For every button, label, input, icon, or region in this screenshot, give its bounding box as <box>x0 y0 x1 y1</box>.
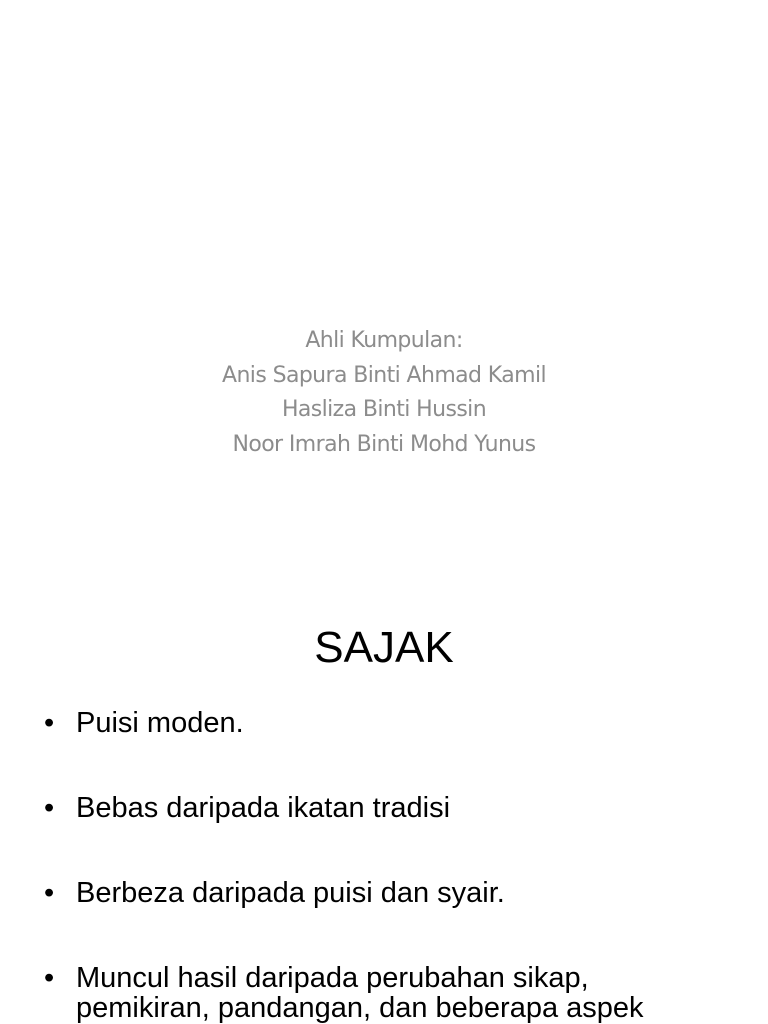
bullet-text: Muncul hasil daripada perubahan sikap, pemikiran, pandangan, dan beberapa aspek <box>76 962 644 1024</box>
bullet-text: Bebas daripada ikatan tradisi <box>76 792 451 824</box>
bullet-text: Puisi moden. <box>76 707 244 739</box>
bullet-item <box>0 878 768 908</box>
bullet-item <box>0 708 768 738</box>
bullet-list <box>0 708 768 1024</box>
member-name: Noor Imrah Binti Mohd Yunus <box>232 431 536 457</box>
content-slide <box>0 576 768 1024</box>
bullet-icon: • <box>44 792 55 824</box>
slide-title: SAJAK <box>314 623 454 672</box>
member-name: Hasliza Binti Hussin <box>281 397 487 422</box>
bullet-icon: • <box>44 877 55 909</box>
member-name: Anis Sapura Binti Ahmad Kamil <box>222 362 546 388</box>
members-heading: Ahli Kumpulan: <box>305 328 463 353</box>
bullet-icon: • <box>44 707 55 739</box>
group-members <box>0 324 768 462</box>
bullet-item <box>0 793 768 823</box>
bullet-text: Berbeza daripada puisi dan syair. <box>76 877 505 909</box>
bullet-icon: • <box>44 962 55 994</box>
bullet-item <box>0 963 768 1023</box>
